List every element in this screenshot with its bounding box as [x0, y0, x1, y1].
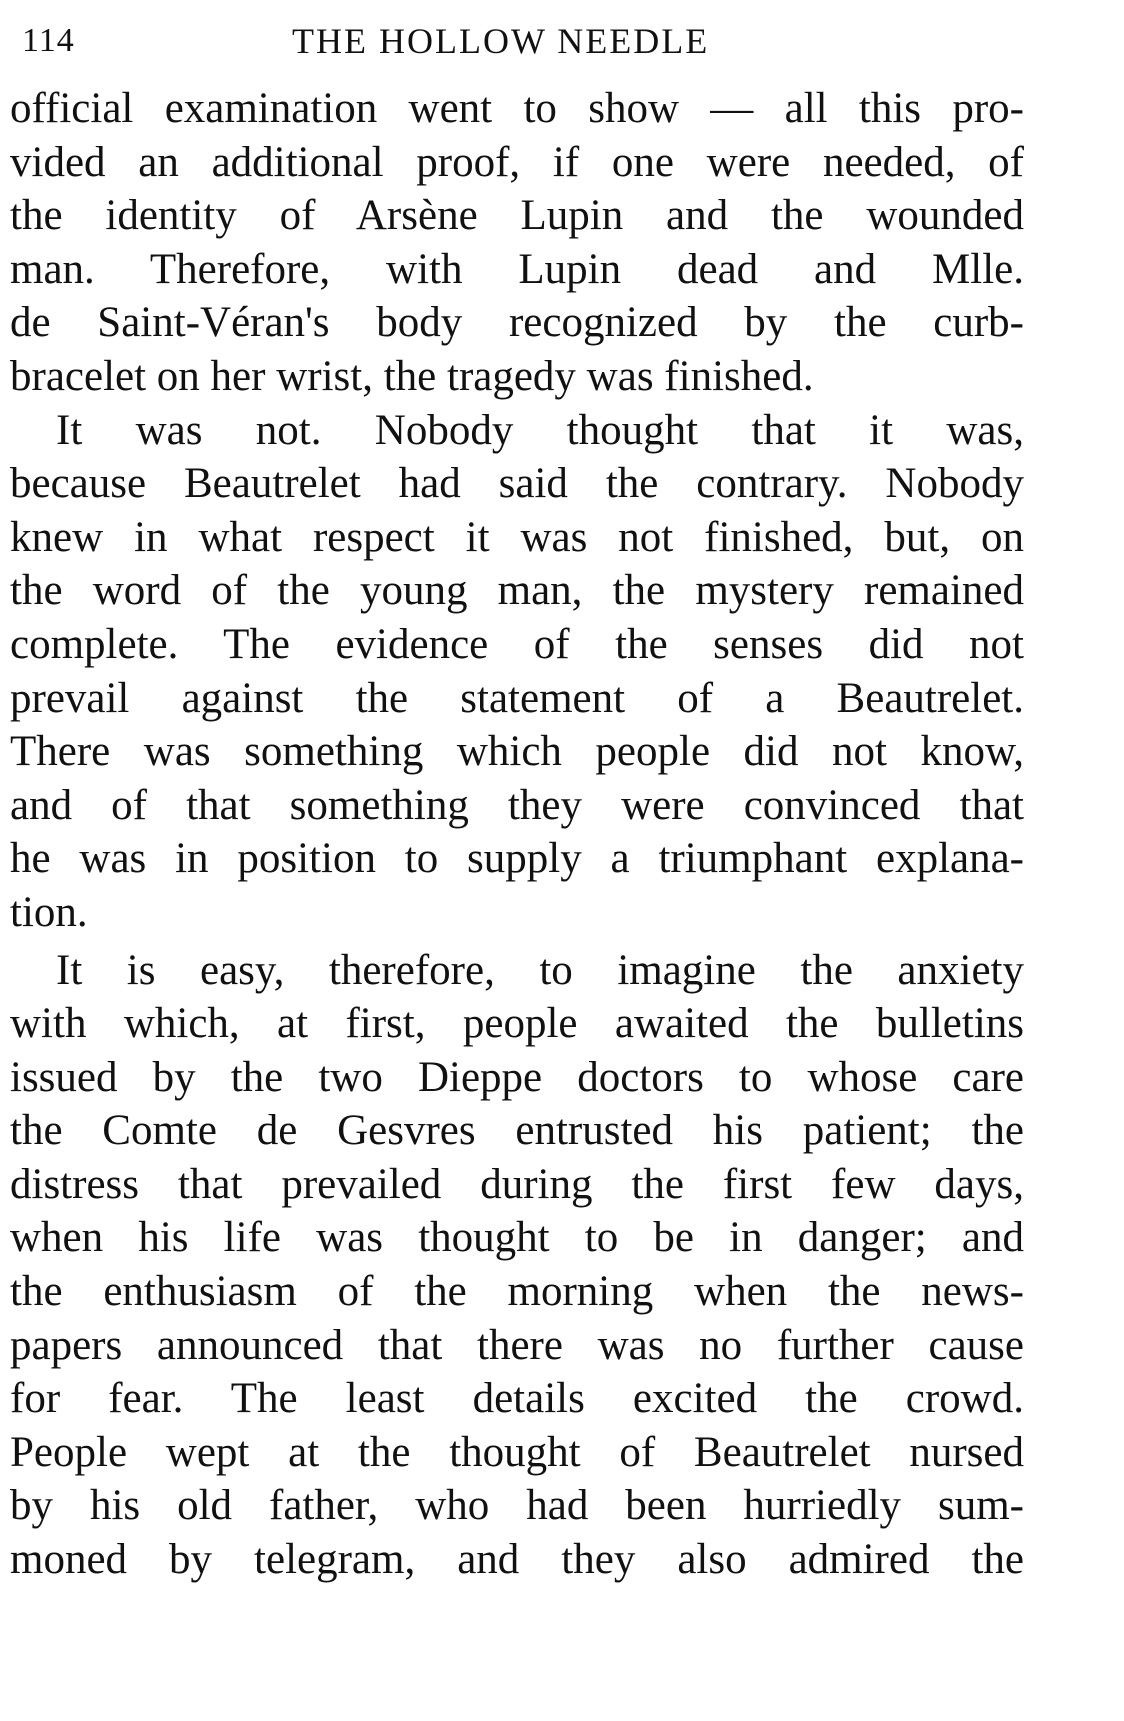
text-line: tion. — [10, 888, 88, 936]
text-line: with which, at first, people awaited the bulletins — [10, 1000, 1024, 1048]
text-line: People wept at the thought of Beautrelet nursed — [10, 1428, 1024, 1476]
text-line: the Comte de Gesvres entrusted his patient; the — [10, 1107, 1024, 1155]
text-line: when his life was thought to be in danger; and — [10, 1214, 1024, 1262]
text-line: issued by the two Dieppe doctors to whose care — [10, 1053, 1024, 1101]
running-title: THE HOLLOW NEEDLE — [292, 21, 710, 61]
text-line: he was in position to supply a triumphant explana- — [10, 835, 1024, 883]
text-line: It is easy, therefore, to imagine the anxiety — [56, 946, 1024, 994]
text-line: moned by telegram, and they also admired the — [10, 1536, 1024, 1584]
page-number: 114 — [22, 22, 75, 59]
text-line: for fear. The least details excited the crowd. — [10, 1375, 1024, 1423]
text-line: complete. The evidence of the senses did not — [10, 620, 1024, 668]
text-line: the enthusiasm of the morning when the news- — [10, 1268, 1024, 1316]
body-text — [10, 82, 1024, 1587]
text-line: There was something which people did not know, — [10, 728, 1024, 776]
text-line: bracelet on her wrist, the tragedy was finished. — [10, 352, 814, 400]
page-header — [22, 16, 1022, 66]
text-line: by his old father, who had been hurriedly sum- — [10, 1482, 1024, 1530]
text-line: de Saint-Véran's body recognized by the curb- — [10, 299, 1024, 347]
text-line: vided an additional proof, if one were needed, of — [10, 138, 1024, 186]
text-line: papers announced that there was no further cause — [10, 1321, 1024, 1369]
text-line: It was not. Nobody thought that it was, — [56, 406, 1024, 454]
text-line: prevail against the statement of a Beautrelet. — [10, 674, 1024, 722]
text-line: because Beautrelet had said the contrary. Nobody — [10, 460, 1024, 508]
text-line: man. Therefore, with Lupin dead and Mlle. — [10, 245, 1024, 293]
text-line: distress that prevailed during the first few days, — [10, 1160, 1024, 1208]
text-line: knew in what respect it was not finished, but, on — [10, 513, 1024, 561]
text-line: the identity of Arsène Lupin and the wounded — [10, 192, 1024, 240]
text-line: and of that something they were convinced that — [10, 781, 1024, 829]
text-line: the word of the young man, the mystery remained — [10, 567, 1024, 615]
text-line: official examination went to show — all this pro- — [10, 85, 1024, 132]
